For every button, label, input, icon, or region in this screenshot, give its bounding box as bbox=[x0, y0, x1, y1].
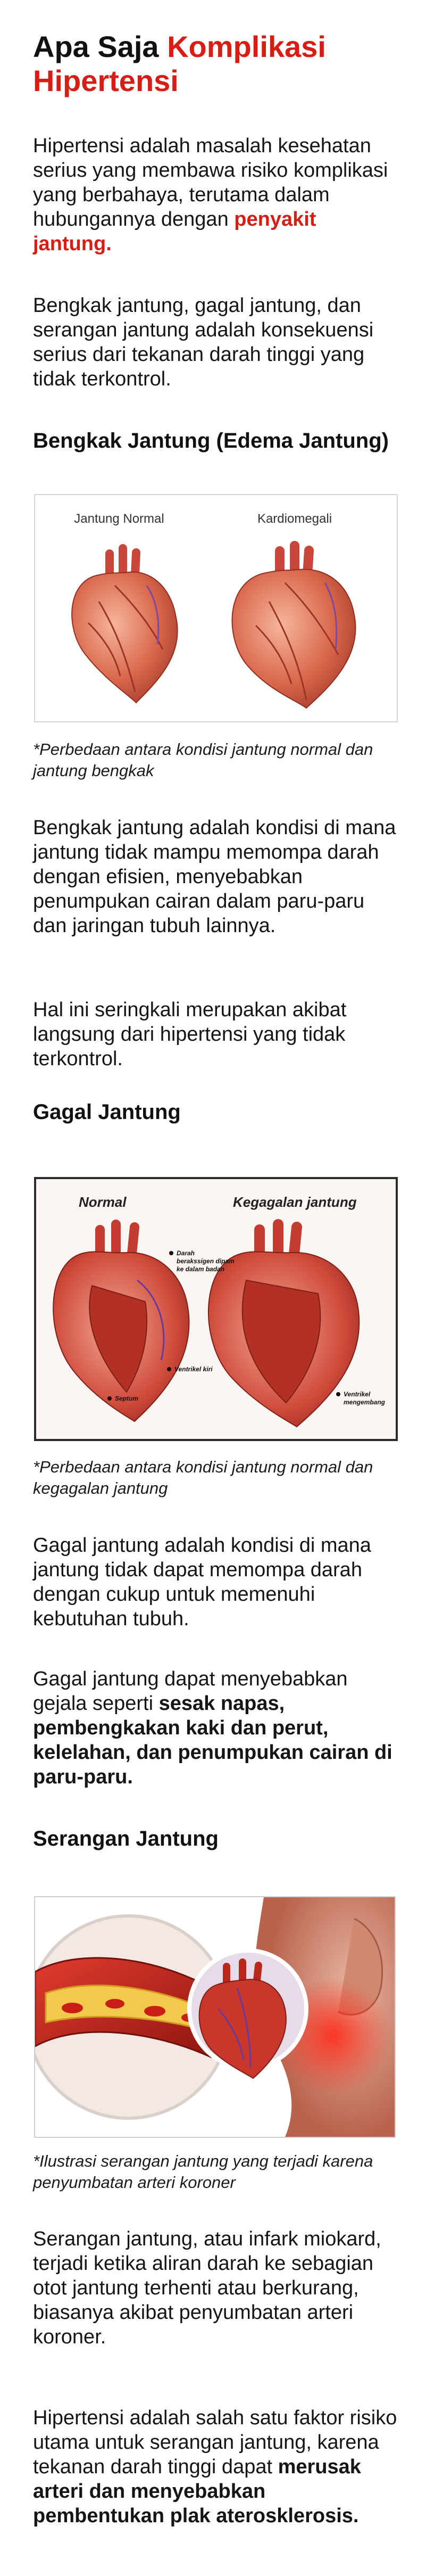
edema-figure bbox=[34, 494, 398, 722]
failing-heart-section-icon bbox=[208, 1224, 359, 1427]
section-heading-edema: Bengkak Jantung (Edema Jantung) bbox=[33, 429, 389, 452]
heart-failure-symptoms: sesak napas, pembengkakan kaki dan perut, kelelahan, dan penumpukan cairan di paru-paru. bbox=[33, 1692, 392, 1788]
heart-failure-paragraph-1: Gagal jantung adalah kondisi di mana jantung tidak dapat memompa darah dengan cukup untuk memenuhi kebutuhan tubuh. bbox=[33, 1534, 371, 1630]
normal-heart-section-icon bbox=[53, 1224, 189, 1421]
heart-attack-paragraph-1: Serangan jantung, atau infark miokard, terjadi ketika aliran darah ke sebagian otot jantung terhenti atau berkurang, biasanya akibat penyumbatan arteri koroner. bbox=[33, 2228, 381, 2348]
intro-paragraph-2: Bengkak jantung, gagal jantung, dan serangan jantung adalah konsekuensi serius dari tekanan darah tinggi yang tidak terkontrol. bbox=[33, 294, 374, 390]
caption-edema: *Perbedaan antara kondisi jantung normal dan jantung bengkak bbox=[33, 740, 373, 780]
figure-label-normal-heart: Normal bbox=[79, 1194, 127, 1210]
caption-heart-failure: *Perbedaan antara kondisi jantung normal dan kegagalan jantung bbox=[33, 1458, 373, 1497]
enlarged-heart-icon bbox=[232, 546, 356, 708]
figure-label-normal: Jantung Normal bbox=[74, 512, 164, 526]
caption-heart-attack: *Ilustrasi serangan jantung yang terjadi karena penyumbatan arteri koroner bbox=[33, 2152, 373, 2192]
annotation-blood-2: berakssigen dipam bbox=[177, 1257, 235, 1265]
heart-attack-figure bbox=[34, 1896, 396, 2138]
heart-failure-paragraph-2 bbox=[33, 1667, 400, 1789]
heart-attack-paragraph-2 bbox=[33, 2406, 400, 2528]
heart-attack-text: Hipertensi adalah salah satu faktor risiko utama untuk serangan jantung, karena tekanan darah tinggi dapat bbox=[33, 2407, 397, 2478]
annotation-left-ventricle: Ventrikel kiri bbox=[174, 1365, 213, 1373]
heart-illustration bbox=[35, 495, 397, 721]
intro-paragraph-1 bbox=[33, 134, 400, 256]
edema-paragraph-2: Hal ini seringkali merupakan akibat langsung dari hipertensi yang tidak terkontrol. bbox=[33, 999, 347, 1070]
annotation-blood-1: Darah bbox=[177, 1249, 195, 1257]
intro-text: Hipertensi adalah masalah kesehatan serius yang membawa risiko komplikasi yang berbahaya, terutama dalam hubungannya dengan bbox=[33, 135, 388, 231]
heart-attack-emphasis: merusak arteri dan menyebabkan pembentukan plak aterosklerosis. bbox=[33, 2456, 361, 2527]
title-part-3: Hipertensi bbox=[33, 64, 179, 97]
section-heading-heart-attack: Serangan Jantung bbox=[33, 1827, 219, 1850]
title-part-2: Komplikasi bbox=[167, 30, 326, 63]
figure-label-heart-failure: Kegagalan jantung bbox=[233, 1194, 357, 1210]
figure-label-cardiomegaly: Kardiomegali bbox=[257, 512, 332, 526]
annotation-blood-3: ke dalam badan bbox=[177, 1265, 225, 1273]
intro-highlight: penyakit jantung. bbox=[33, 208, 316, 255]
normal-heart-icon bbox=[72, 548, 178, 703]
section-heading-heart-failure: Gagal Jantung bbox=[33, 1100, 181, 1124]
annotation-enlarged-ventricle-1: Ventrikel bbox=[344, 1390, 371, 1398]
artery-illustration bbox=[35, 1897, 395, 2137]
title-part-1: Apa Saja bbox=[33, 30, 168, 63]
heart-failure-text: Gagal jantung dapat menyebabkan gejala seperti bbox=[33, 1668, 348, 1715]
heart-cross-section bbox=[36, 1179, 391, 1435]
annotation-enlarged-ventricle-2: mengembang bbox=[344, 1398, 386, 1406]
edema-paragraph-1: Bengkak jantung adalah kondisi di mana jantung tidak mampu memompa darah dengan efisien, menyebabkan penumpukan cairan dalam paru-paru dan jaringan tubuh lainnya. bbox=[33, 817, 396, 937]
page-title bbox=[33, 30, 405, 98]
annotation-septum: Septum bbox=[115, 1395, 139, 1402]
heart-failure-figure bbox=[34, 1177, 398, 1441]
